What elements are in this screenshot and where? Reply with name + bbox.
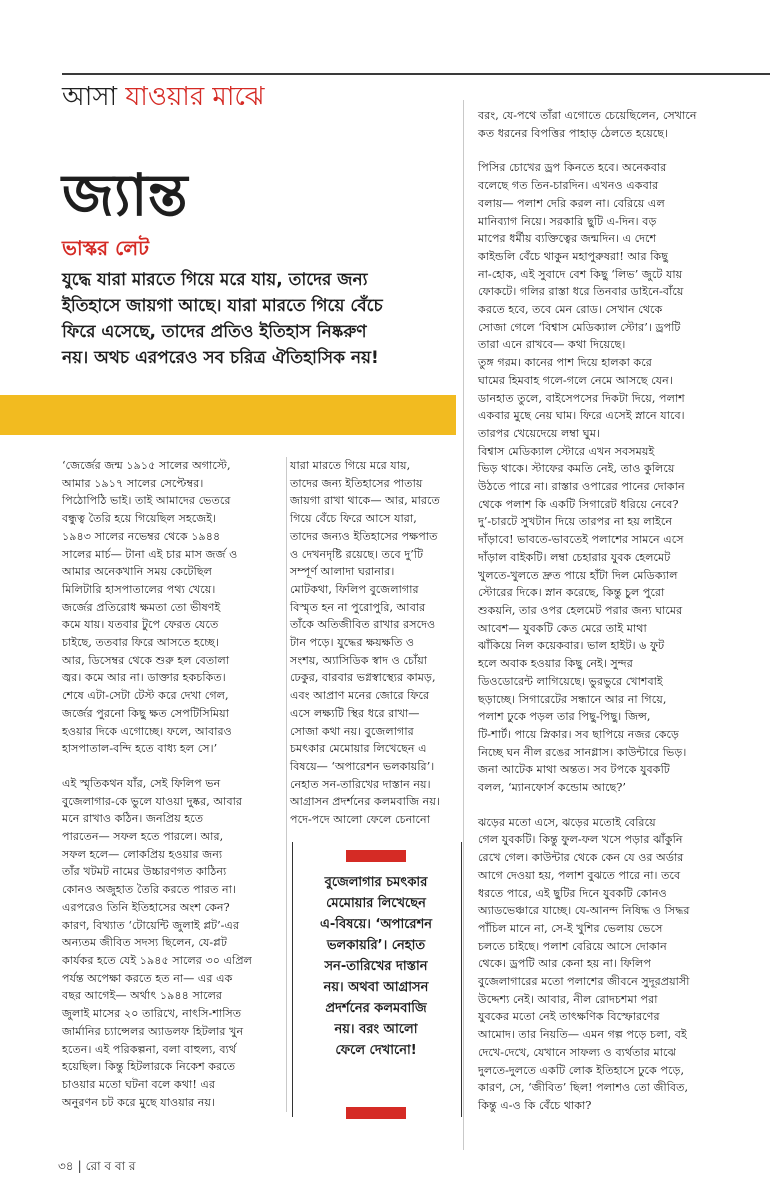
body-line: চাওয়ার মতো ঘটনা বলে কথা! এর <box>62 1077 216 1091</box>
body-line: আবেশ— যুবকটি কেত মেরে তাই মাথা <box>478 621 647 635</box>
body-line: থেকে। ড্রপটি আর কেনা হয় না। ফিলিপ <box>478 957 651 971</box>
body-line: আমার ১৯১৭ সালের সেপ্টেম্বর। <box>62 476 204 490</box>
body-line: কোনও অজুহাত তৈরি করতে পারত না। <box>62 883 236 897</box>
body-line: পিসির চোখের ড্রপ কিনতে হবে। অনেকবার <box>478 161 667 175</box>
body-line: জার্মানির চ্যান্সেলর অ্যাডলফ হিটলার খুন <box>62 1024 244 1038</box>
lead-line: ফিরে এসেছে, তাদের প্রতিও ইতিহাস নিষ্করুণ <box>62 322 367 342</box>
page-footer <box>58 1158 135 1178</box>
body-line: ভিড় থাকে। স্টাফের কমতি নেই, তাও কুলিয়ে <box>478 462 675 476</box>
pull-quote-bottom-mark <box>346 1107 406 1119</box>
body-line: বছর আগেই— অর্থাৎ ১৯৪৪ সালের <box>62 989 223 1003</box>
article-author: ভাস্কর লেট <box>62 236 149 260</box>
body-line: কাইন্ডলি বেঁচে থাকুন মহাপুরুষরা! আর কিছু <box>478 249 669 263</box>
body-line: না-হোক, এই সুবাদে বেশ কিছু ‘লিভ’ জুটে যায় <box>478 267 683 281</box>
body-line: পিঠোপিঠি ভাই। তাই আমাদের ভেতরে <box>62 494 231 508</box>
body-line: পর্যন্ত অপেক্ষা করতে হত না— এর এক <box>62 971 233 985</box>
body-line: ও দেখনদৃষ্টি রয়েছে। তবে দু’টি <box>290 547 424 561</box>
body-line: জুলাই মাসের ২০ তারিখে, নাৎসি-শাসিত <box>62 1007 242 1021</box>
body-line: কারণ, সে, ‘জীবিত’ ছিল! পলাশও তো জীবিত, <box>478 1081 689 1095</box>
body-line: দাঁড়াবে! ভাবতে-ভাবতেই পলাশের সামনে এসে <box>478 533 684 547</box>
pull-quote <box>296 872 456 1061</box>
body-line: ঢেকুর, বারবার ভগ্নস্বাস্থ্যের কামড়, <box>290 671 436 685</box>
body-line: তাঁকে অতিজীবিত রাখার রসদেও <box>290 618 436 632</box>
body-line: ‘জের্জের জন্ম ১৯১৫ সালের অগাস্টে, <box>62 459 231 472</box>
body-line: এবং আপ্রাণ মনের জোরে ফিরে <box>290 689 430 703</box>
article-title: জ্যান্ত <box>62 161 188 229</box>
body-line: আর, ডিসেম্বর থেকে শুরু হল বেতালা <box>62 653 230 667</box>
body-line: উঠতে পারে না। রাস্তার ওপারের পানের দোকান <box>478 480 685 494</box>
section-title <box>62 80 362 114</box>
body-line: জ্বর। কমে আর না। ডাক্তার হকচকিত। <box>62 671 226 685</box>
body-line: বিশ্বাস মেডিক্যাল স্টোরে এখন সবসময়ই <box>478 444 655 458</box>
body-line: শুকয়নি, তার ওপর হেলমেট পরার জন্য ঘামের <box>478 603 683 617</box>
body-line: তুঙ্গ গরম। কানের পাশ দিয়ে হালকা করে <box>478 356 652 370</box>
body-line: জর্জের পুরনো কিছু ক্ষত সেপটিসিমিয়া <box>62 706 229 720</box>
body-line: খুলতে-খুলতে দ্রুত পায়ে হাঁটা দিল মেডিক্যাল <box>478 568 678 582</box>
body-column-2 <box>290 457 460 829</box>
body-line: সোজা গেলে ‘বিশ্বাস মেডিক্যাল স্টোর’। ড্রপটি <box>478 320 681 334</box>
article-lead <box>62 267 454 371</box>
body-line: যারা মারতে গিয়ে মরে যায়, <box>290 459 411 472</box>
body-line: চলতে চাইছে। পলাশ বেরিয়ে আসে দোকান <box>478 939 667 953</box>
body-line: তাদের জন্য ইতিহাসের পাতায় <box>290 476 423 490</box>
body-line: তাদের জন্যও ইতিহাসের পক্ষপাত <box>290 529 438 543</box>
body-line: উদ্দেশ্য নেই। আবার, নীল রোদচশমা পরা <box>478 992 658 1006</box>
body-line: তাঁর খটমট নামের উচ্চারণগত কাঠিন্য <box>62 865 227 879</box>
pull-quote-line: ফেলে দেখানো! <box>335 1043 417 1058</box>
body-line: অ্যাডভেঞ্চারে যাচ্ছে। যে-আনন্দ নিষিদ্ধ ও সিদ্ধর <box>478 904 690 918</box>
body-line: একবার মুছে নেয় ঘাম। ফিরে এসেই স্নানে যাবে। <box>478 409 685 423</box>
body-line: ছড়াচ্ছে। সিগারেটের সন্ধানে আর না গিয়ে, <box>478 692 667 706</box>
body-line: কারণ, বিখ্যাত ‘টোয়েন্টি জুলাই প্লট’-এর <box>62 918 240 932</box>
body-line: পারতেন— সফল হতে পারলে। আর, <box>62 830 224 844</box>
body-line: মনে রাখাও কঠিন। জনপ্রিয় হতে <box>62 812 204 826</box>
body-line: কত ধরনের বিপত্তির পাহাড় ঠেলতে হয়েছে। <box>478 126 669 140</box>
body-line: মাপের ধর্মীয় ব্যক্তিত্বের জন্মদিন। এ দেশে <box>478 232 657 246</box>
pull-quote-line: ভলকায়রি’। নেহাত <box>326 938 426 953</box>
body-line: দুলতে-দুলতে একটি লোক ইতিহাসে ঢুকে পড়ে, <box>478 1063 685 1077</box>
pull-quote-line: নয়। বরং আলো <box>334 1022 418 1037</box>
body-line: কমে যায়। যতবার টুপে ফেরত যেতে <box>62 618 219 632</box>
section-title-part2: যাওয়ার মাঝে <box>125 82 265 112</box>
lead-line: নয়। অথচ এরপরেও সব চরিত্র ঐতিহাসিক নয়! <box>62 348 379 368</box>
body-line: এরপরেও তিনি ইতিহাসের অংশ কেন? <box>62 900 230 914</box>
body-column-1 <box>62 457 284 1111</box>
body-line: এই স্মৃতিকথন যাঁর, সেই ফিলিপ ভন <box>62 776 221 790</box>
body-line: মানিব্যাগ নিয়ে। সরকারি ছুটি এ-দিন। বড় <box>478 214 657 228</box>
body-line: ঝাঁকিয়ে নিল কয়েকবার। ভাল হাইট। ৬ ফুট <box>478 639 665 653</box>
body-line: হওয়ার দিকে এগোচ্ছে। ফলে, আবারও <box>62 724 232 738</box>
body-line: বলেছে গত তিন-চারদিন। এখনও একবার <box>478 179 659 193</box>
body-line: নেহাত সন-তারিখের দাস্তান নয়। <box>290 777 431 791</box>
body-line: বুজেলাগারের মতো পলাশের জীবনে সুদূরপ্রয়াসী <box>478 975 690 989</box>
body-line: তারপর খেয়েদেয়ে লম্বা ঘুম। <box>478 426 600 440</box>
body-line: হলে অবাক হওয়ার কিছু নেই। সুন্দর <box>478 657 633 671</box>
pull-quote-line: নয়। অথবা আগ্রাসন <box>323 980 429 995</box>
body-line: বিষয়ে— ‘অপারেশন ভলকায়রি’। <box>290 759 435 773</box>
body-line: দাঁড়াল বাইকটি। লম্বা চেহারার যুবক হেলমেট <box>478 550 671 564</box>
body-line: হাসপাতাল-বন্দি হতে বাধ্য হল সে।’ <box>62 742 218 756</box>
body-line: বরং, যে-পথে তাঁরা এগোতে চেয়েছিলেন, সেখানে <box>478 109 697 122</box>
body-line: সালের মার্চ— টানা এই চার মাস জর্জ ও <box>62 547 238 561</box>
pull-quote-line: বুজেলাগার চমৎকার <box>324 875 428 890</box>
body-line: সংশয়, অ্যাসিডিক স্বাদ ও চোঁয়া <box>290 653 428 667</box>
highlight-bar <box>0 395 456 435</box>
body-line: দেখে-দেখে, যেখানে সাফল্য ও ব্যর্থতার মাঝে <box>478 1045 676 1059</box>
body-line: আগে দেওয়া হয়, পলাশ বুঝতে পারে না। তবে <box>478 868 681 882</box>
body-line: হতেন। এই পরিকল্পনা, বলা বাহুল্য, ব্যর্থ <box>62 1042 237 1056</box>
body-column-3 <box>478 107 748 1115</box>
body-line: দু’-চারটে সুখটান দিয়ে তারপর না হয় লাইনে <box>478 515 672 529</box>
body-line: শেষে এটা-সেটা টেস্ট করে দেখা গেল, <box>62 689 229 703</box>
body-line: টি-শার্ট। পায়ে স্নিকার। সব ছাপিয়ে নজর কেড়ে <box>478 727 680 741</box>
body-line: জর্জের প্রতিরোধ ক্ষমতা তো ভীষণই <box>62 600 221 614</box>
body-line: বিস্মৃত হন না পুরোপুরি, আবার <box>290 600 426 614</box>
body-line: তারা এনে রাখবে— কথা দিয়েছে। <box>478 338 626 352</box>
body-line: আগ্রাসন প্রদর্শনের কলমবাজি নয়। <box>290 795 440 809</box>
body-line: সম্পূর্ণ আলাদা ঘরানার। <box>290 565 395 579</box>
column-divider <box>286 457 287 1112</box>
body-line: মোটকথা, ফিলিপ বুজেলাগার <box>290 582 419 596</box>
top-rule <box>62 73 770 75</box>
body-line: ঝড়ের মতো এসে, ঝড়ের মতোই বেরিয়ে <box>478 815 656 829</box>
body-line: কার্যকর হতে যেই ১৯৪৫ সালের ৩০ এপ্রিল <box>62 953 253 967</box>
pull-quote-top-mark <box>346 850 406 862</box>
body-line: গিয়ে বেঁচে ফিরে আসে যারা, <box>290 512 417 526</box>
body-line: জায়গা রাখা থাকে— আর, মারতে <box>290 494 440 508</box>
body-line: পাঁচিল মানে না, সে-ই খুশির ভেলায় ভেসে <box>478 921 663 935</box>
body-line: ডানহাত তুলে, বাইসেপসের দিকটা দিয়ে, পলাশ <box>478 391 685 405</box>
body-line: যুবকের মতো নেই তাৎক্ষণিক বিস্ফোরণের <box>478 1010 660 1024</box>
lead-line: ইতিহাসে জায়গা আছে। যারা মারতে গিয়ে বেঁচে <box>62 296 383 316</box>
body-line: সফল হলে— লোকপ্রিয় হওয়ার জন্য <box>62 847 223 861</box>
paragraph-gap <box>478 142 748 159</box>
body-line: ঘামের হিমবাহ গলে-গলে নেমে আসছে যেন। <box>478 373 673 387</box>
body-line: থেকে পলাশ কি একটি সিগারেট ধরিয়ে নেবে? <box>478 497 679 511</box>
body-line: ডিওডোরেন্ট লাগিয়েছে। ভুরভুরে খোশবাই <box>478 674 663 688</box>
page-number: ৩৪ <box>58 1159 74 1173</box>
body-line: টান পড়ে। যুদ্ধের ক্ষয়ক্ষতি ও <box>290 636 415 650</box>
pull-quote-line: সন-তারিখের দাস্তান <box>324 959 428 974</box>
column-divider <box>463 100 464 1150</box>
body-line: আমোদ। তার নিয়তি— এমন গল্প পড়ে চলা, বই <box>478 1028 687 1042</box>
body-line: পলাশ ঢুকে পড়ল তার পিছু-পিছু। জিন্স, <box>478 710 651 724</box>
footer-separator: | <box>77 1159 82 1173</box>
body-line: রেখে গেল। কাউন্টার থেকে কেন যে ওর অর্ডার <box>478 851 684 865</box>
body-line: এসে লক্ষ্যটি স্থির ধরে রাখা— <box>290 706 420 720</box>
body-line: মিলিটারি হাসপাতালের পথ্য খেয়ে। <box>62 582 216 596</box>
body-line: গেল যুবকটি। কিন্তু ফুল-ফল খসে পড়ার ঝাঁকুনি <box>478 833 683 847</box>
body-line: আমার অনেকখানি সময় কেটেছিল <box>62 565 212 579</box>
paragraph-gap <box>478 797 748 814</box>
body-line: নিচ্ছে ঘন নীল রঙের সানগ্লাস। কাউন্টারে ভিড়। <box>478 745 687 759</box>
pull-quote-line: প্রদর্শনের কলমবাজি <box>325 1001 427 1016</box>
body-line: জনা আটেক মাথা অন্তত। সব টপকে যুবকটি <box>478 763 670 777</box>
body-line: স্টোরের দিকে। স্নান করেছে, কিন্তু চুল পুরো <box>478 586 665 600</box>
body-line: ধরতে পারে, এই ছুটির দিনে যুবকটি কোনও <box>478 886 667 900</box>
body-line: অনুরণন চট করে মুছে যাওয়ার নয়। <box>62 1095 216 1109</box>
body-line: চমৎকার মেমোয়ার লিখেছেন এ <box>290 742 427 756</box>
lead-line: যুদ্ধে যারা মারতে গিয়ে মরে যায়, তাদের জন্য <box>62 270 368 290</box>
body-line: পদে-পদে আলো ফেলে চেনানো <box>290 813 430 827</box>
paragraph-gap <box>62 758 284 775</box>
magazine-name: রো ব বা র <box>85 1159 136 1173</box>
section-title-part1: আসা <box>62 82 118 112</box>
body-line: ফোকটে। গলির রাস্তা ধরে তিনবার ডাইনে-বাঁয়ে <box>478 285 684 299</box>
body-line: করতে হবে, তবে মেন রোড। সেখান থেকে <box>478 303 663 317</box>
body-line: বুজেলাগার-কে ভুলে যাওয়া দুষ্কর, আবার <box>62 794 243 808</box>
body-line: হয়েছিল। কিন্তু হিটলারকে নিকেশ করতে <box>62 1060 236 1074</box>
body-line: ১৯৪৩ সালের নভেম্বর থেকে ১৯৪৪ <box>62 529 221 543</box>
body-line: কিন্তু এ-ও কি বেঁচে থাকা? <box>478 1098 592 1112</box>
body-line: অন্যতম জীবিত সদস্য ছিলেন, যে-প্লট <box>62 936 227 950</box>
body-line: বন্ধুত্ব তৈরি হয়ে গিয়েছিল সহজেই। <box>62 512 217 526</box>
body-line: সোজা কথা নয়। বুজেলাগার <box>290 724 414 738</box>
pull-quote-line: মেমোয়ার লিখেছেন <box>326 896 426 911</box>
pull-quote-line: এ-বিষয়ে। ‘অপারেশন <box>319 917 433 932</box>
body-line: বলায়— পলাশ দেরি করল না। বেরিয়ে এল <box>478 196 665 210</box>
body-line: চাইছে, ততবার ফিরে আসতে হচ্ছে। <box>62 636 219 650</box>
body-line: বলল, ‘ম্যানফোর্স কন্ডোম আছে?’ <box>478 781 626 795</box>
